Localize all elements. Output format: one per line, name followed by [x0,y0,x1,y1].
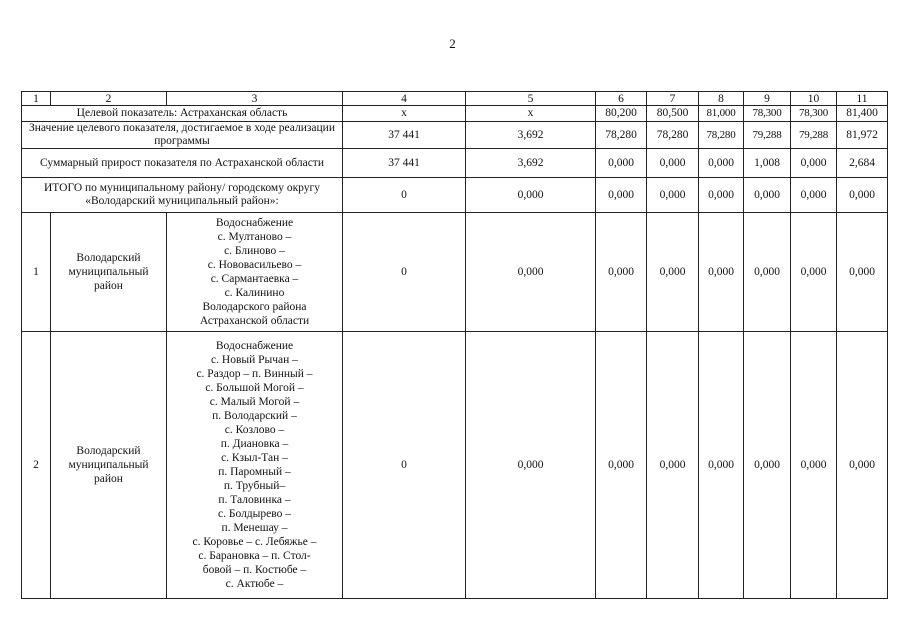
table-row [22,332,888,599]
table-cell: 0,000 [699,213,744,332]
table-cell: 0,000 [699,178,744,213]
table-cell: 0,000 [791,332,837,599]
description-line: с. Коровье – с. Лебяжье – [192,536,317,548]
table-cell: 0,000 [647,332,699,599]
header-cell: 8 [699,92,744,106]
table-cell: 0,000 [647,178,699,213]
row-number: 2 [22,332,51,599]
description-line: Астраханской области [199,315,310,327]
page-number: 2 [449,36,456,51]
table-cell: 79,288 [744,122,791,149]
table-cell: 0,000 [744,178,791,213]
description-line: с. Большой Могой – [205,382,304,394]
table-cell: 0 [343,178,466,213]
table-cell: 0,000 [791,149,837,178]
district-name: Володарский муниципальный район [51,332,167,599]
table-cell: 0,000 [744,332,791,599]
table-cell: 0,000 [744,213,791,332]
table-cell: 0,000 [647,149,699,178]
description-line: п. Паромный – [218,466,291,478]
header-cell: 7 [647,92,699,106]
table-cell: 0,000 [596,149,647,178]
table-cell: 0,000 [791,213,837,332]
header-cell: 6 [596,92,647,106]
row-label: Значение целевого показателя, достигаемое в ходе реализации программы [22,122,343,149]
description-line: с. Болдырево – [218,508,291,520]
header-cell: 10 [791,92,837,106]
header-cell: 5 [466,92,596,106]
table-cell: 37 441 [343,149,466,178]
header-row [22,92,888,106]
description-line: с. Новый Рычан – [211,354,298,366]
table-cell: 0,000 [837,213,888,332]
row-label: ИТОГО по муниципальному району/ городскому округу «Володарский муниципальный район»: [22,178,343,213]
table-cell: 78,280 [699,122,744,149]
description-line: с. Малый Могой – [209,396,300,408]
table-cell: 80,500 [647,106,699,122]
table-cell: 1,008 [744,149,791,178]
table-cell: 3,692 [466,149,596,178]
table-cell: 78,280 [596,122,647,149]
table-cell: x [466,106,596,122]
header-cell: 11 [837,92,888,106]
table-cell: 81,972 [837,122,888,149]
table-cell: 3,692 [466,122,596,149]
description-line: с. Нововасильево – [207,259,302,271]
header-cell: 1 [22,92,51,106]
description-line: с. Блиново – [224,245,285,257]
table-cell: 78,280 [647,122,699,149]
table-cell: 0 [343,332,466,599]
table-cell: 78,300 [744,106,791,122]
table-cell: 0,000 [466,178,596,213]
description-line: с. Мултаново – [217,231,292,243]
description-line: с. Козлово – [224,424,285,436]
table-cell: 0,000 [466,213,596,332]
header-cell: 9 [744,92,791,106]
table-cell: 0,000 [837,332,888,599]
table-cell: 78,300 [791,106,837,122]
description-line: с. Калинино [224,287,285,299]
description-line: с. Кзыл-Тан – [221,452,288,464]
table-cell: 81,000 [699,106,744,122]
table-cell: 0,000 [837,178,888,213]
table-cell: 37 441 [343,122,466,149]
description-line: п. Диановка – [220,438,289,450]
description-line: Володарского района [202,301,307,313]
project-description [167,213,343,332]
table-cell: 0 [343,213,466,332]
description-line: с. Барановка – п. Стол- [198,550,311,562]
table-cell: 0,000 [596,178,647,213]
table-cell: 0,000 [647,213,699,332]
table-cell: 0,000 [466,332,596,599]
description-line: бовой – п. Костюбе – [202,564,307,576]
table-cell: 0,000 [596,332,647,599]
description-line: с. Раздор – п. Винный – [196,368,313,380]
project-description [167,332,343,599]
table-cell: 0,000 [791,178,837,213]
table-row [22,213,888,332]
description-line: п. Володарский – [212,410,297,422]
description-line: п. Трубный– [223,480,286,492]
description-line: п. Таловинка – [218,494,291,506]
table-cell: 0,000 [596,213,647,332]
description-line: Водоснабжение [215,340,294,352]
district-name: Володарский муниципальный район [51,213,167,332]
achieved-value-row [22,122,888,149]
description-line: п. Менешау – [221,522,288,534]
table-cell: 2,684 [837,149,888,178]
row-label: Целевой показатель: Астраханская область [22,106,343,122]
header-cell: 4 [343,92,466,106]
table-cell: 80,200 [596,106,647,122]
header-cell: 3 [167,92,343,106]
table-cell: x [343,106,466,122]
target-indicator-row [22,106,888,122]
indicator-table [21,91,888,599]
table-cell: 0,000 [699,149,744,178]
total-increase-row [22,149,888,178]
row-number: 1 [22,213,51,332]
table-cell: 81,400 [837,106,888,122]
description-line: с. Сармантаевка – [210,273,299,285]
description-line: Водоснабжение [215,217,294,229]
district-total-row [22,178,888,213]
table-cell: 0,000 [699,332,744,599]
header-cell: 2 [51,92,167,106]
table-cell: 79,288 [791,122,837,149]
description-line: с. Актюбе – [225,578,284,590]
row-label: Суммарный прирост показателя по Астраханской области [22,149,343,178]
